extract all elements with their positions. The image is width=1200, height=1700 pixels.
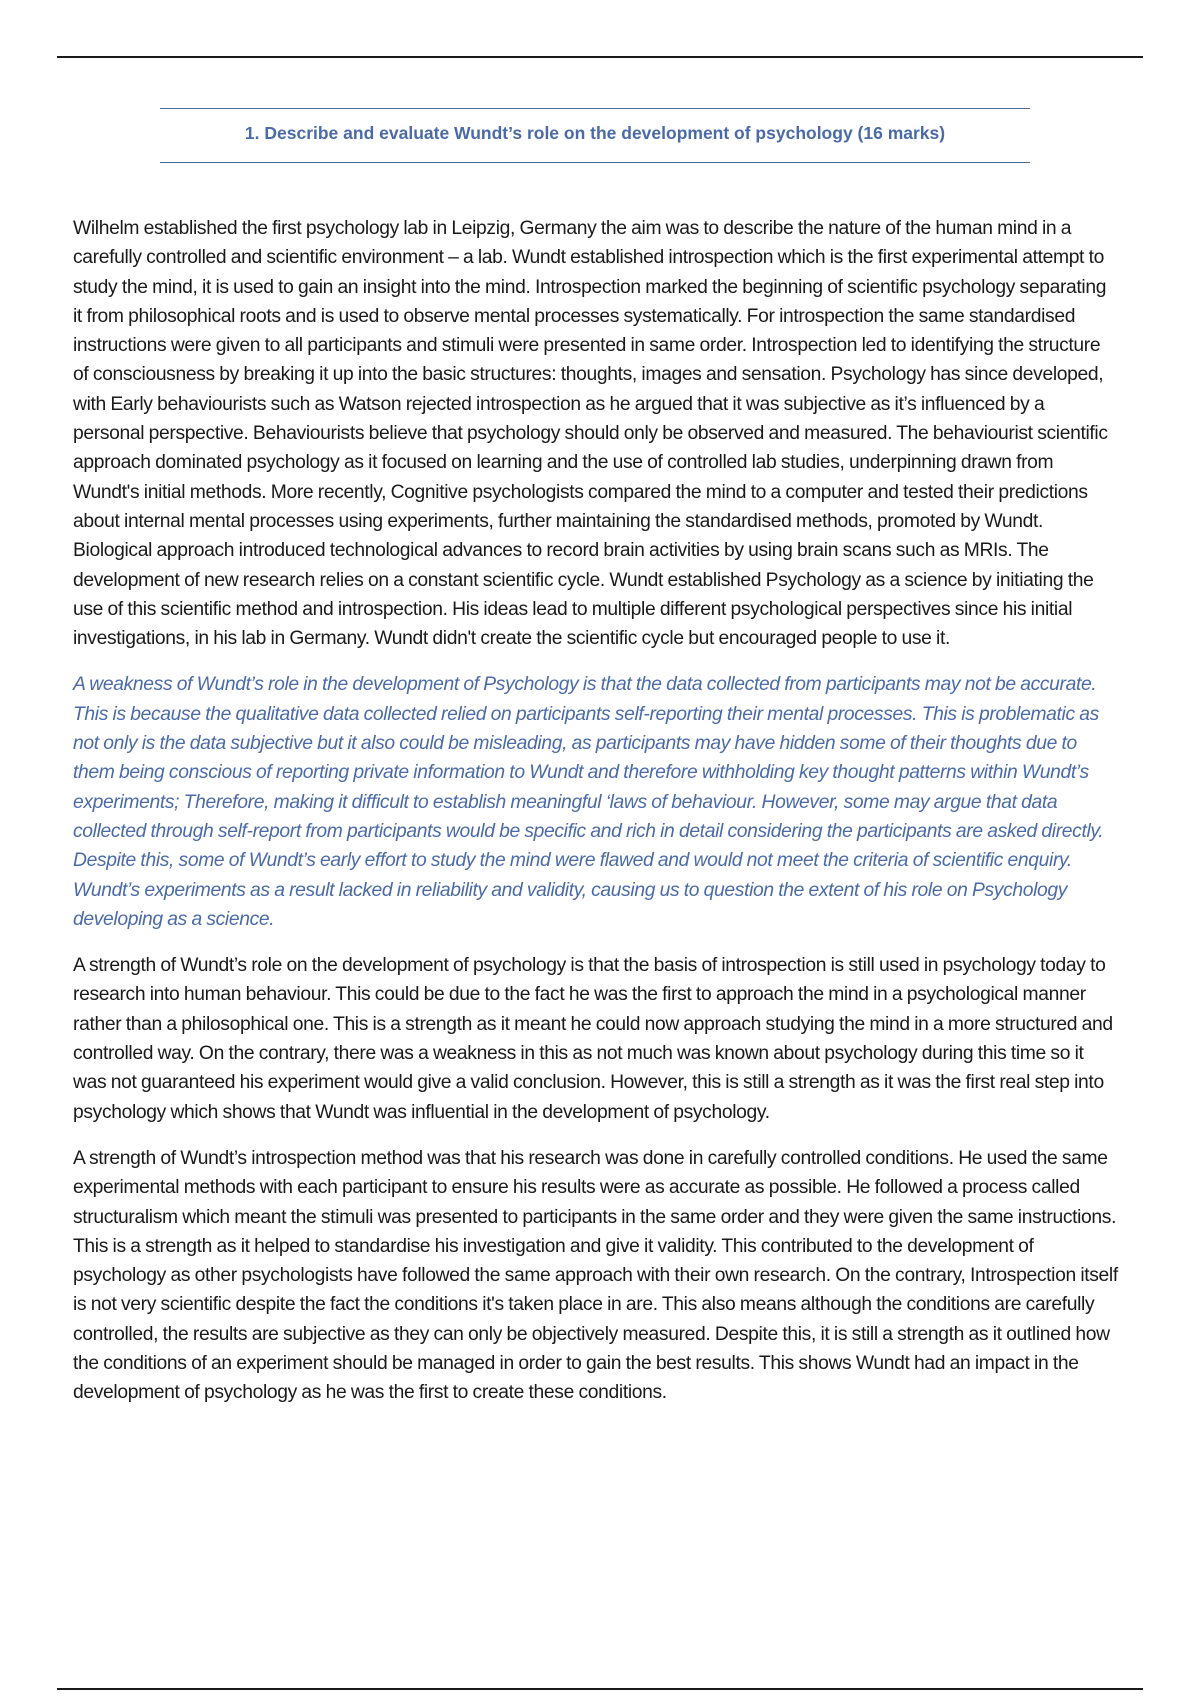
paragraph-strength-introspection: A strength of Wundt’s role on the development of psychology is that the basis of introspection is still used in psychology today to research into human behaviour. This could be due to the fact he was the first to approach the mind in a psychological manner rather than a philosophical one. This is a strength as it meant he could now approach studying the mind in a more structured and controlled way. On the contrary, there was a weakness in this as not much was known about psychology during this time so it was not guaranteed his experiment would give a valid conclusion. However, this is still a strength as it was the first real step into psychology which shows that Wundt was influential in the development of psychology.: [73, 955, 1113, 1123]
page-bottom-rule: [57, 1688, 1143, 1690]
paragraph-weakness: A weakness of Wundt’s role in the development of Psychology is that the data collected from participants may not be accurate. This is because the qualitative data collected relied on participants self-reporting their mental processes. This is problematic as not only is the data subjective but it also could be misleading, as participants may have hidden some of their thoughts due to them being conscious of reporting private information to Wundt and therefore withholding key thought patterns within Wundt’s experiments; Therefore, making it difficult to establish meaningful ‘laws of behaviour. However, some may argue that data collected through self-report from participants would be specific and rich in detail considering the participants are asked directly. Despite this, some of Wundt’s early effort to study the mind were flawed and would not meet the criteria of scientific enquiry. Wundt’s experiments as a result lacked in reliability and validity, causing us to question the extent of his role on Psychology developing as a science.: [73, 674, 1104, 930]
question-heading: 1. Describe and evaluate Wundt’s role on the development of psychology (16 marks): [244, 123, 946, 143]
paragraph-strength-method: A strength of Wundt’s introspection method was that his research was done in carefully controlled conditions. He used the same experimental methods with each participant to ensure his results were as accurate as possible. He followed a process called structuralism which meant the stimuli was presented to participants in the same order and they were given the same instructions. This is a strength as it helped to standardise his investigation and give it validity. This contributed to the development of psychology as other psychologists have followed the same approach with their own research. On the contrary, Introspection itself is not very scientific despite the fact the conditions it's taken place in are. This also means although the conditions are carefully controlled, the results are subjective as they can only be objectively measured. Despite this, it is still a strength as it outlined how the conditions of an experiment should be managed in order to gain the best results. This shows Wundt had an impact in the development of psychology as he was the first to create these conditions.: [73, 1147, 1118, 1404]
heading-bottom-rule: [160, 162, 1030, 163]
question-heading-block: [160, 108, 1030, 163]
page-top-rule: [57, 56, 1143, 58]
paragraph-introduction: Wilhelm established the first psychology lab in Leipzig, Germany the aim was to describe the nature of the human mind in a carefully controlled and scientific environment – a lab. Wundt established introspection which is the first experimental attempt to study the mind, it is used to gain an insight into the mind. Introspection marked the beginning of scientific psychology separating it from philosophical roots and is used to observe mental processes systematically. For introspection the same standardised instructions were given to all participants and stimuli were presented in same order. Introspection led to identifying the structure of consciousness by breaking it up into the basic structures: thoughts, images and sensation. Psychology has since developed, with Early behaviourists such as Watson rejected introspection as he argued that it was subjective as it’s influenced by a personal perspective. Behaviourists believe that psychology should only be observed and measured. The behaviourist scientific approach dominated psychology as it focused on learning and the use of controlled lab studies, underpinning drawn from Wundt's initial methods. More recently, Cognitive psychologists compared the mind to a computer and tested their predictions about internal mental processes using experiments, further maintaining the standardised methods, promoted by Wundt. Biological approach introduced technological advances to record brain activities by using brain scans such as MRIs. The development of new research relies on a constant scientific cycle. Wundt established Psychology as a science by initiating the use of this scientific method and introspection. His ideas lead to multiple different psychological perspectives since his initial investigations, in his lab in Germany. Wundt didn't create the scientific cycle but encouraged people to use it.: [73, 218, 1108, 650]
essay-body: [73, 214, 1118, 1425]
